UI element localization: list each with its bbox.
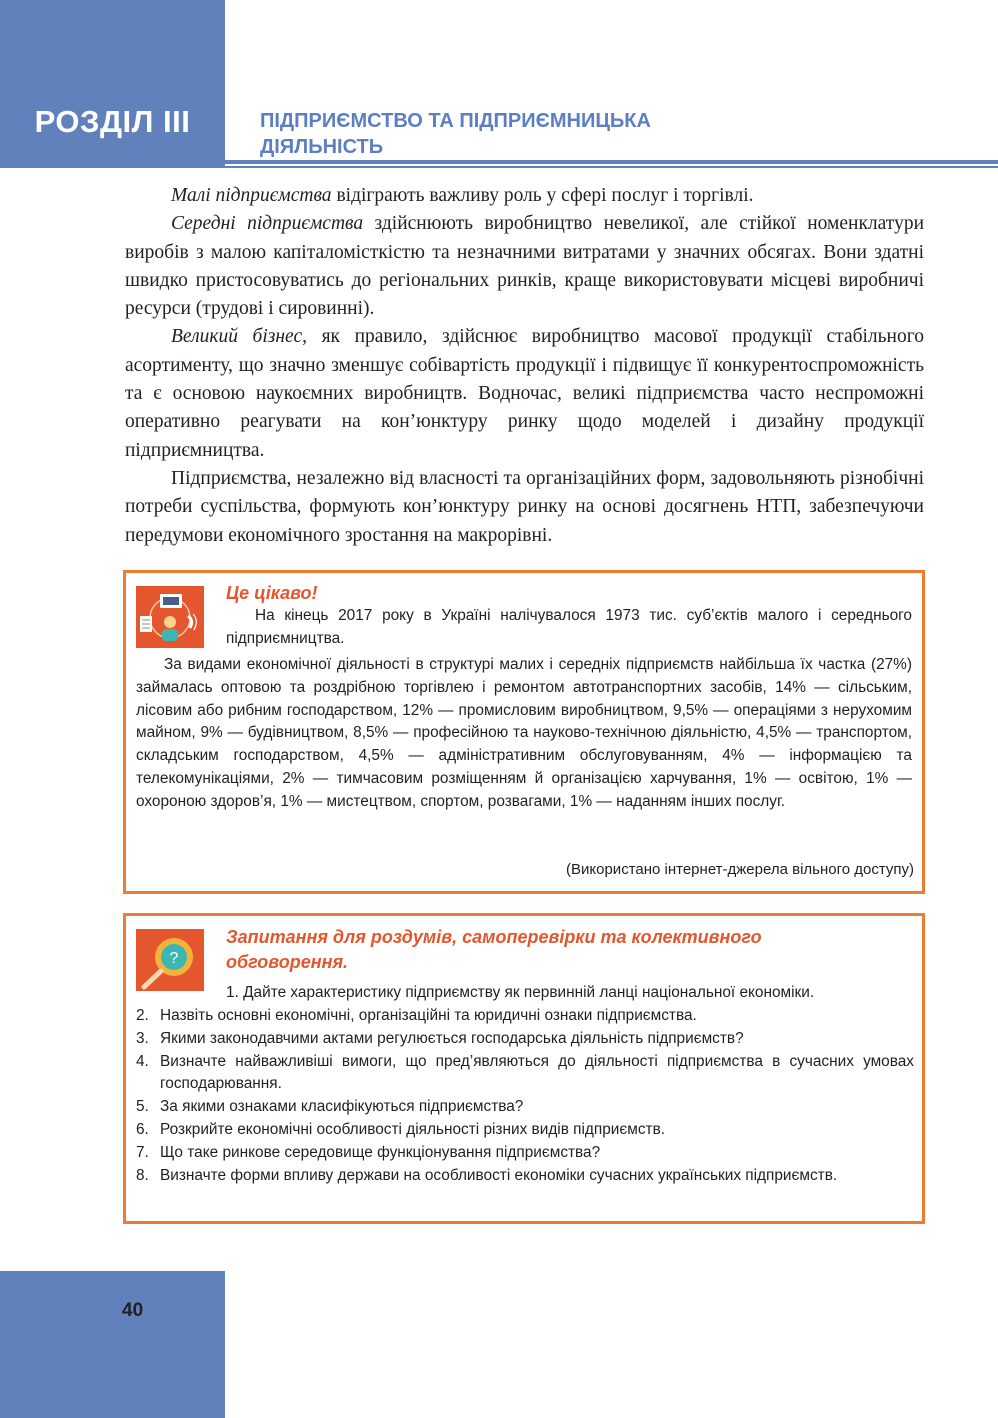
svg-text:?: ?	[169, 950, 179, 967]
term-medium-enterprises: Середні підприємства	[171, 213, 364, 235]
interesting-fact-box	[123, 570, 925, 894]
presentation-icon	[136, 586, 204, 648]
section-label: РОЗДІЛ ІІІ	[34, 104, 191, 139]
term-small-enterprises: Малі підприємства	[171, 185, 332, 206]
question-number: 8.	[136, 1166, 149, 1184]
term-large-business: Великий бізнес	[171, 326, 303, 348]
magnifier-question-icon	[136, 929, 204, 991]
question-item	[136, 1096, 914, 1119]
header-rule	[225, 160, 998, 164]
section-header-block	[0, 0, 225, 168]
question-text: Розкрийте економічні особливості діяльності різних видів підприємств.	[160, 1120, 666, 1138]
paragraph-small-enterprises	[125, 182, 924, 210]
question-item	[136, 1005, 914, 1028]
paragraph-large-business	[125, 323, 924, 464]
question-number: 4.	[136, 1052, 149, 1070]
chapter-title-line1: ПІДПРИЄМСТВО ТА ПІДПРИЄМНИЦЬКА	[260, 110, 651, 132]
page-number: 40	[122, 1300, 144, 1321]
interesting-lead: На кінець 2017 року в Україні налічувалося 1973 тис. суб’єктів малого і середнього підприємництва.	[226, 607, 912, 647]
question-number: 7.	[136, 1143, 149, 1161]
question-item	[136, 1142, 914, 1165]
question-item: 1. Дайте характеристику підприємству як первинній ланці національної економіки.	[226, 984, 815, 1001]
chapter-title	[260, 108, 960, 160]
source-note: (Використано інтернет-джерела вільного доступу)	[566, 861, 914, 878]
paragraph-text: здійснюють виробництво невеликої, але стійкої номенклатури виробів з малою капіталомісткістю та незначними витратами у значних обсягах. Вони здатні швидко пристосовуватись до регіональних ринків, краще використовувати місцеві виробничі ресурси (трудові і сировинні).	[125, 213, 925, 320]
question-number: 3.	[136, 1029, 149, 1047]
paragraph-text: , як правило, здійснює виробництво масової продукції стабільного асортименту, що значно зменшує собівартість продукції і підвищує її конкурентоспроможність та є основою наукоємних виробництв. Водночас, великі підприємства часто неспроможні оперативно реагувати на кон’юнктуру ринку щодо моделей і дизайну продукції підприємництва.	[125, 326, 925, 461]
question-text: Що таке ринкове середовище функціонування підприємства?	[160, 1143, 601, 1161]
questions-title: Запитання для роздумів, самоперевірки та колективного обговорення.	[226, 927, 762, 972]
question-text: Назвіть основні економічні, організаційні та юридичні ознаки підприємства.	[160, 1007, 697, 1024]
question-number: 6.	[136, 1120, 149, 1138]
footer-block	[0, 1271, 225, 1418]
question-item	[136, 1165, 914, 1188]
question-item	[136, 1028, 914, 1051]
question-item	[136, 1119, 914, 1142]
questions-box	[123, 913, 925, 1224]
question-text: Визначте найважливіші вимоги, що пред’являються до діяльності підприємства в сучасних умовах господарювання.	[160, 1052, 914, 1093]
questions-list	[136, 1005, 914, 1187]
question-number: 5.	[136, 1098, 149, 1116]
header-rule-thin	[225, 166, 998, 168]
chapter-title-line2: ДІЯЛЬНІСТЬ	[260, 136, 384, 158]
paragraph-enterprises-general: Підприємства, незалежно від власності та організаційних форм, задовольняють різнобічні потреби суспільства, формують кон’юнктуру ринку на основі досягнень НТП, забезпечуючи передумови економічного зростання на макрорівні.	[125, 467, 924, 546]
paragraph-medium-enterprises	[125, 210, 924, 323]
question-text: Визначте форми впливу держави на особливості економіки сучасних українських підприємств.	[160, 1166, 838, 1184]
question-number: 2.	[136, 1007, 149, 1024]
interesting-body: За видами економічної діяльності в структурі малих і середніх підприємств найбільша їх частка (27%) займалась оптовою та роздрібною торгівлею і ремонтом автотранспортних засобів, 14% — сільським, лісовим або рибним господарством, 12% — промисловим виробництвом, 9,5% — операціями з нерухомим майном, 9% — будівництвом, 8,5% — професійною та науково-технічною діяльністю, 4,5% — транспортом, складським господарством, 4,5% — адміністративним обслуговуванням, 4% — інформацією та телекомунікаціями, 2% — тимчасовим розміщенням й організацією харчування, 1% — освітою, 1% — охороною здоров’я, 1% — мистецтвом, спортом, розвагами, 1% — наданням інших послуг.	[136, 656, 912, 810]
question-text: За якими ознаками класифікуються підприємства?	[160, 1098, 524, 1116]
paragraph-text: відіграють важливу роль у сфері послуг і торгівлі.	[331, 185, 754, 206]
body-text	[125, 182, 924, 550]
question-text: Якими законодавчими актами регулюється господарська діяльність підприємств?	[160, 1029, 744, 1047]
interesting-title: Це цікаво!	[226, 583, 318, 603]
question-item	[136, 1051, 914, 1097]
